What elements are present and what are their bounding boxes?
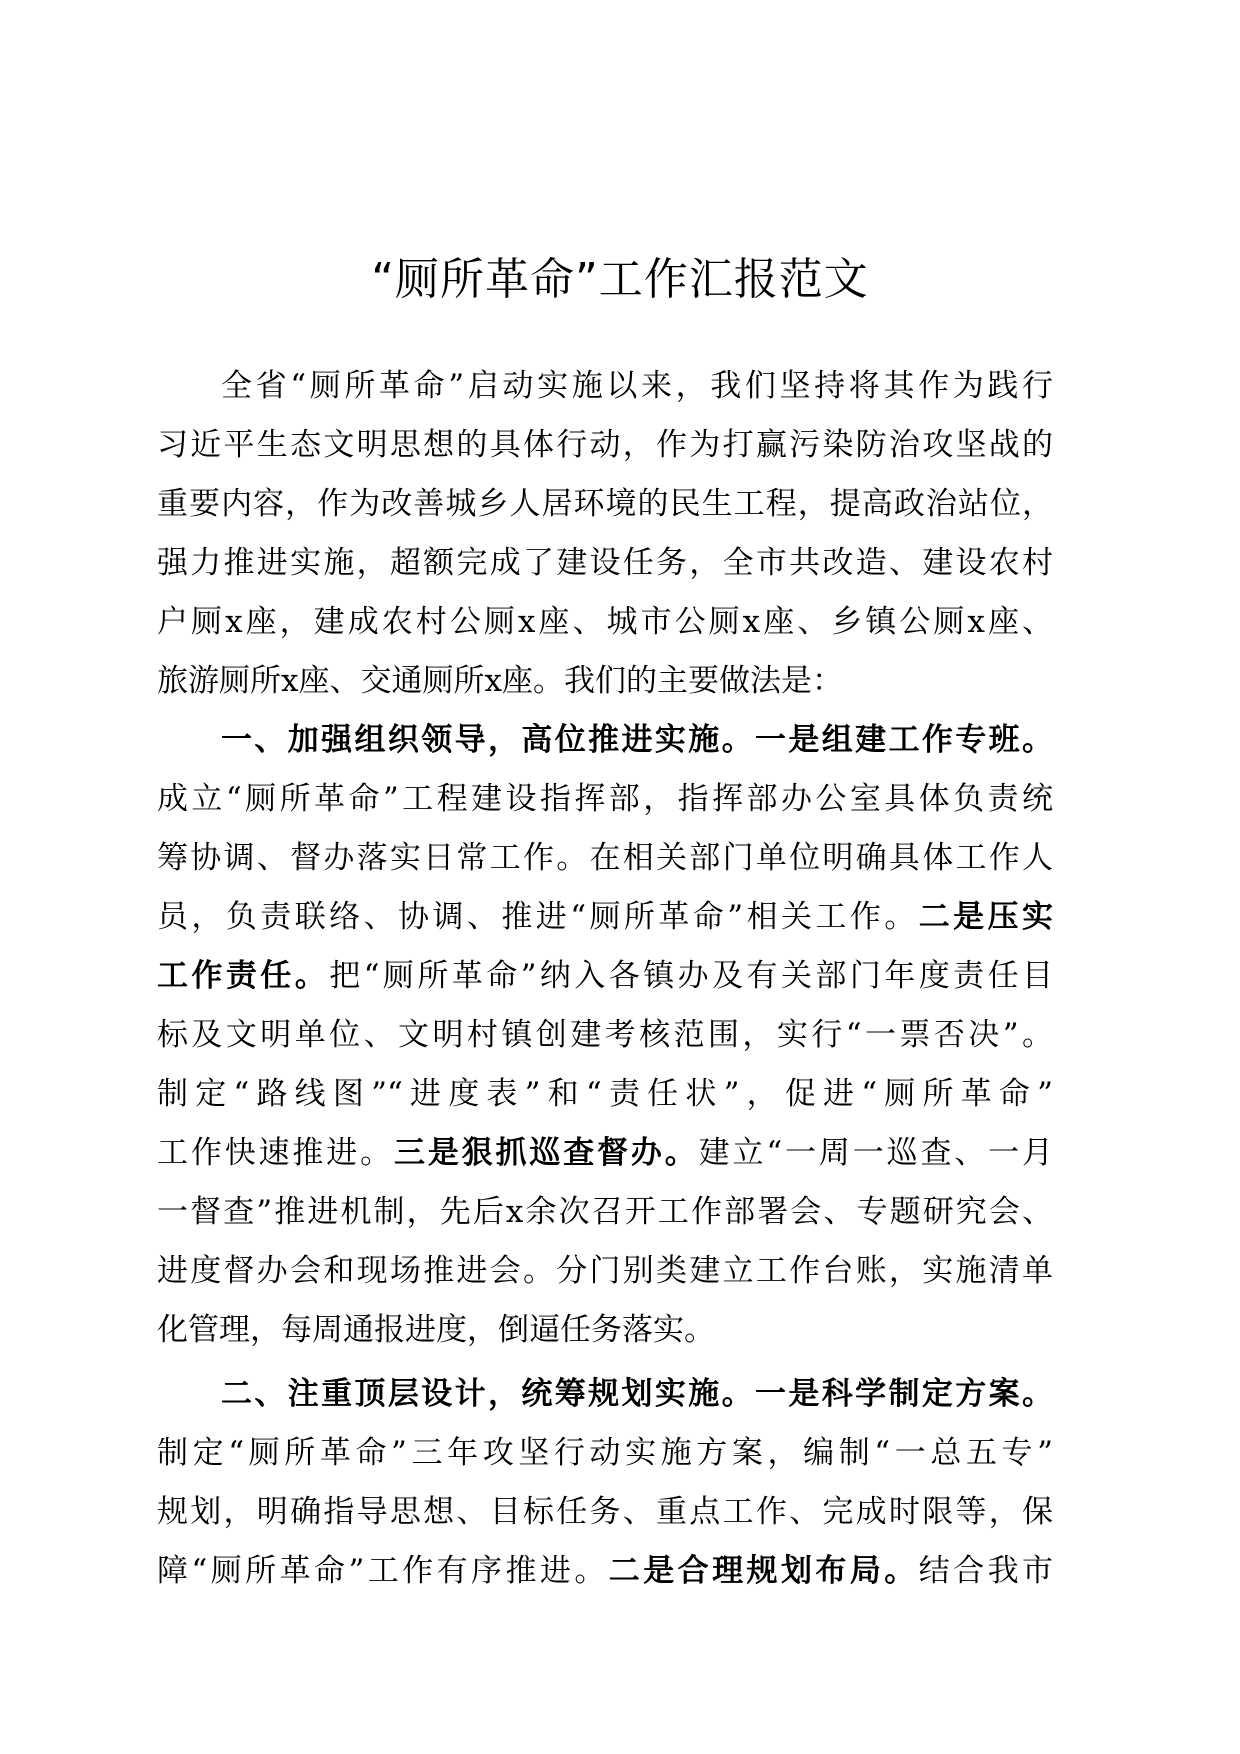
- paragraph-line: [157, 1124, 1053, 1183]
- text-run: 强力推进实施，超额完成了建设任务，全市共改造、建设农村: [157, 545, 1053, 581]
- text-run: 成立“厕所革命”工程建设指挥部，指挥部办公室具体负责统: [157, 781, 1053, 817]
- paragraph-line: [157, 652, 1053, 711]
- paragraph-line: [157, 475, 1053, 534]
- bold-text-run: 二是合理规划布局。: [608, 1553, 919, 1589]
- paragraph-line: [157, 357, 1053, 416]
- bold-text-run: 二、注重顶层设计，统筹规划实施。一是科学制定方案。: [221, 1376, 1053, 1412]
- paragraph-line: [157, 1301, 1053, 1360]
- paragraph-line: [157, 593, 1053, 652]
- paragraph-line: [157, 1065, 1053, 1124]
- text-run: 把“厕所革命”纳入各镇办及有关部门年度责任目: [329, 958, 1053, 994]
- text-run: 制定“厕所革命”三年攻坚行动实施方案，编制“一总五专”: [157, 1435, 1053, 1471]
- paragraph-line: [157, 416, 1053, 475]
- text-run: 建立“一周一巡查、一月: [698, 1135, 1053, 1171]
- text-run: 员，负责联络、协调、推进“厕所革命”相关工作。: [157, 899, 919, 935]
- paragraph-line: [157, 1183, 1053, 1242]
- text-run: 结合我市: [918, 1553, 1053, 1589]
- document-body: [157, 357, 1053, 1601]
- text-run: 制定“路线图”“进度表”和“责任状”，促进“厕所革命”: [157, 1076, 1053, 1112]
- text-run: 规划，明确指导思想、目标任务、重点工作、完成时限等，保: [157, 1494, 1053, 1530]
- text-run: 重要内容，作为改善城乡人居环境的民生工程，提高政治站位，: [157, 486, 1053, 522]
- section-heading-line: [157, 1365, 1053, 1424]
- text-run: 一督查”推进机制，先后x余次召开工作部署会、专题研究会、: [157, 1194, 1053, 1230]
- text-run: 标及文明单位、文明村镇创建考核范围，实行“一票否决”。: [157, 1017, 1053, 1053]
- document-title: “厕所革命”工作汇报范文: [371, 254, 869, 305]
- text-run: 筹协调、督办落实日常工作。在相关部门单位明确具体工作人: [157, 840, 1053, 876]
- bold-text-run: 工作责任。: [157, 958, 330, 994]
- text-run: 进度督办会和现场推进会。分门别类建立工作台账，实施清单: [157, 1253, 1053, 1289]
- section-heading-line: [157, 711, 1053, 770]
- text-run: 习近平生态文明思想的具体行动，作为打赢污染防治攻坚战的: [157, 427, 1053, 463]
- paragraph-line: [157, 1242, 1053, 1301]
- paragraph-line: [157, 1424, 1053, 1483]
- paragraph-line: [157, 888, 1053, 947]
- text-run: 障“厕所革命”工作有序推进。: [157, 1553, 609, 1589]
- paragraph-line: [157, 1483, 1053, 1542]
- bold-text-run: 二是压实: [918, 899, 1053, 935]
- paragraph-line: [157, 829, 1053, 888]
- text-run: 全省“厕所革命”启动实施以来，我们坚持将其作为践行: [221, 368, 1053, 404]
- paragraph-line: [157, 1006, 1053, 1065]
- paragraph-line: [157, 1542, 1053, 1601]
- bold-text-run: 三是狠抓巡查督办。: [393, 1135, 699, 1171]
- paragraph-line: [157, 534, 1053, 593]
- paragraph-line: [157, 770, 1053, 829]
- paragraph-line: [157, 947, 1053, 1006]
- text-run: 户厕x座，建成农村公厕x座、城市公厕x座、乡镇公厕x座、: [157, 604, 1053, 640]
- text-run: 工作快速推进。: [157, 1135, 394, 1171]
- bold-text-run: 一、加强组织领导，高位推进实施。一是组建工作专班。: [221, 722, 1053, 758]
- text-run: 化管理，每周通报进度，倒逼任务落实。: [157, 1312, 715, 1348]
- text-run: 旅游厕所x座、交通厕所x座。我们的主要做法是：: [157, 663, 843, 699]
